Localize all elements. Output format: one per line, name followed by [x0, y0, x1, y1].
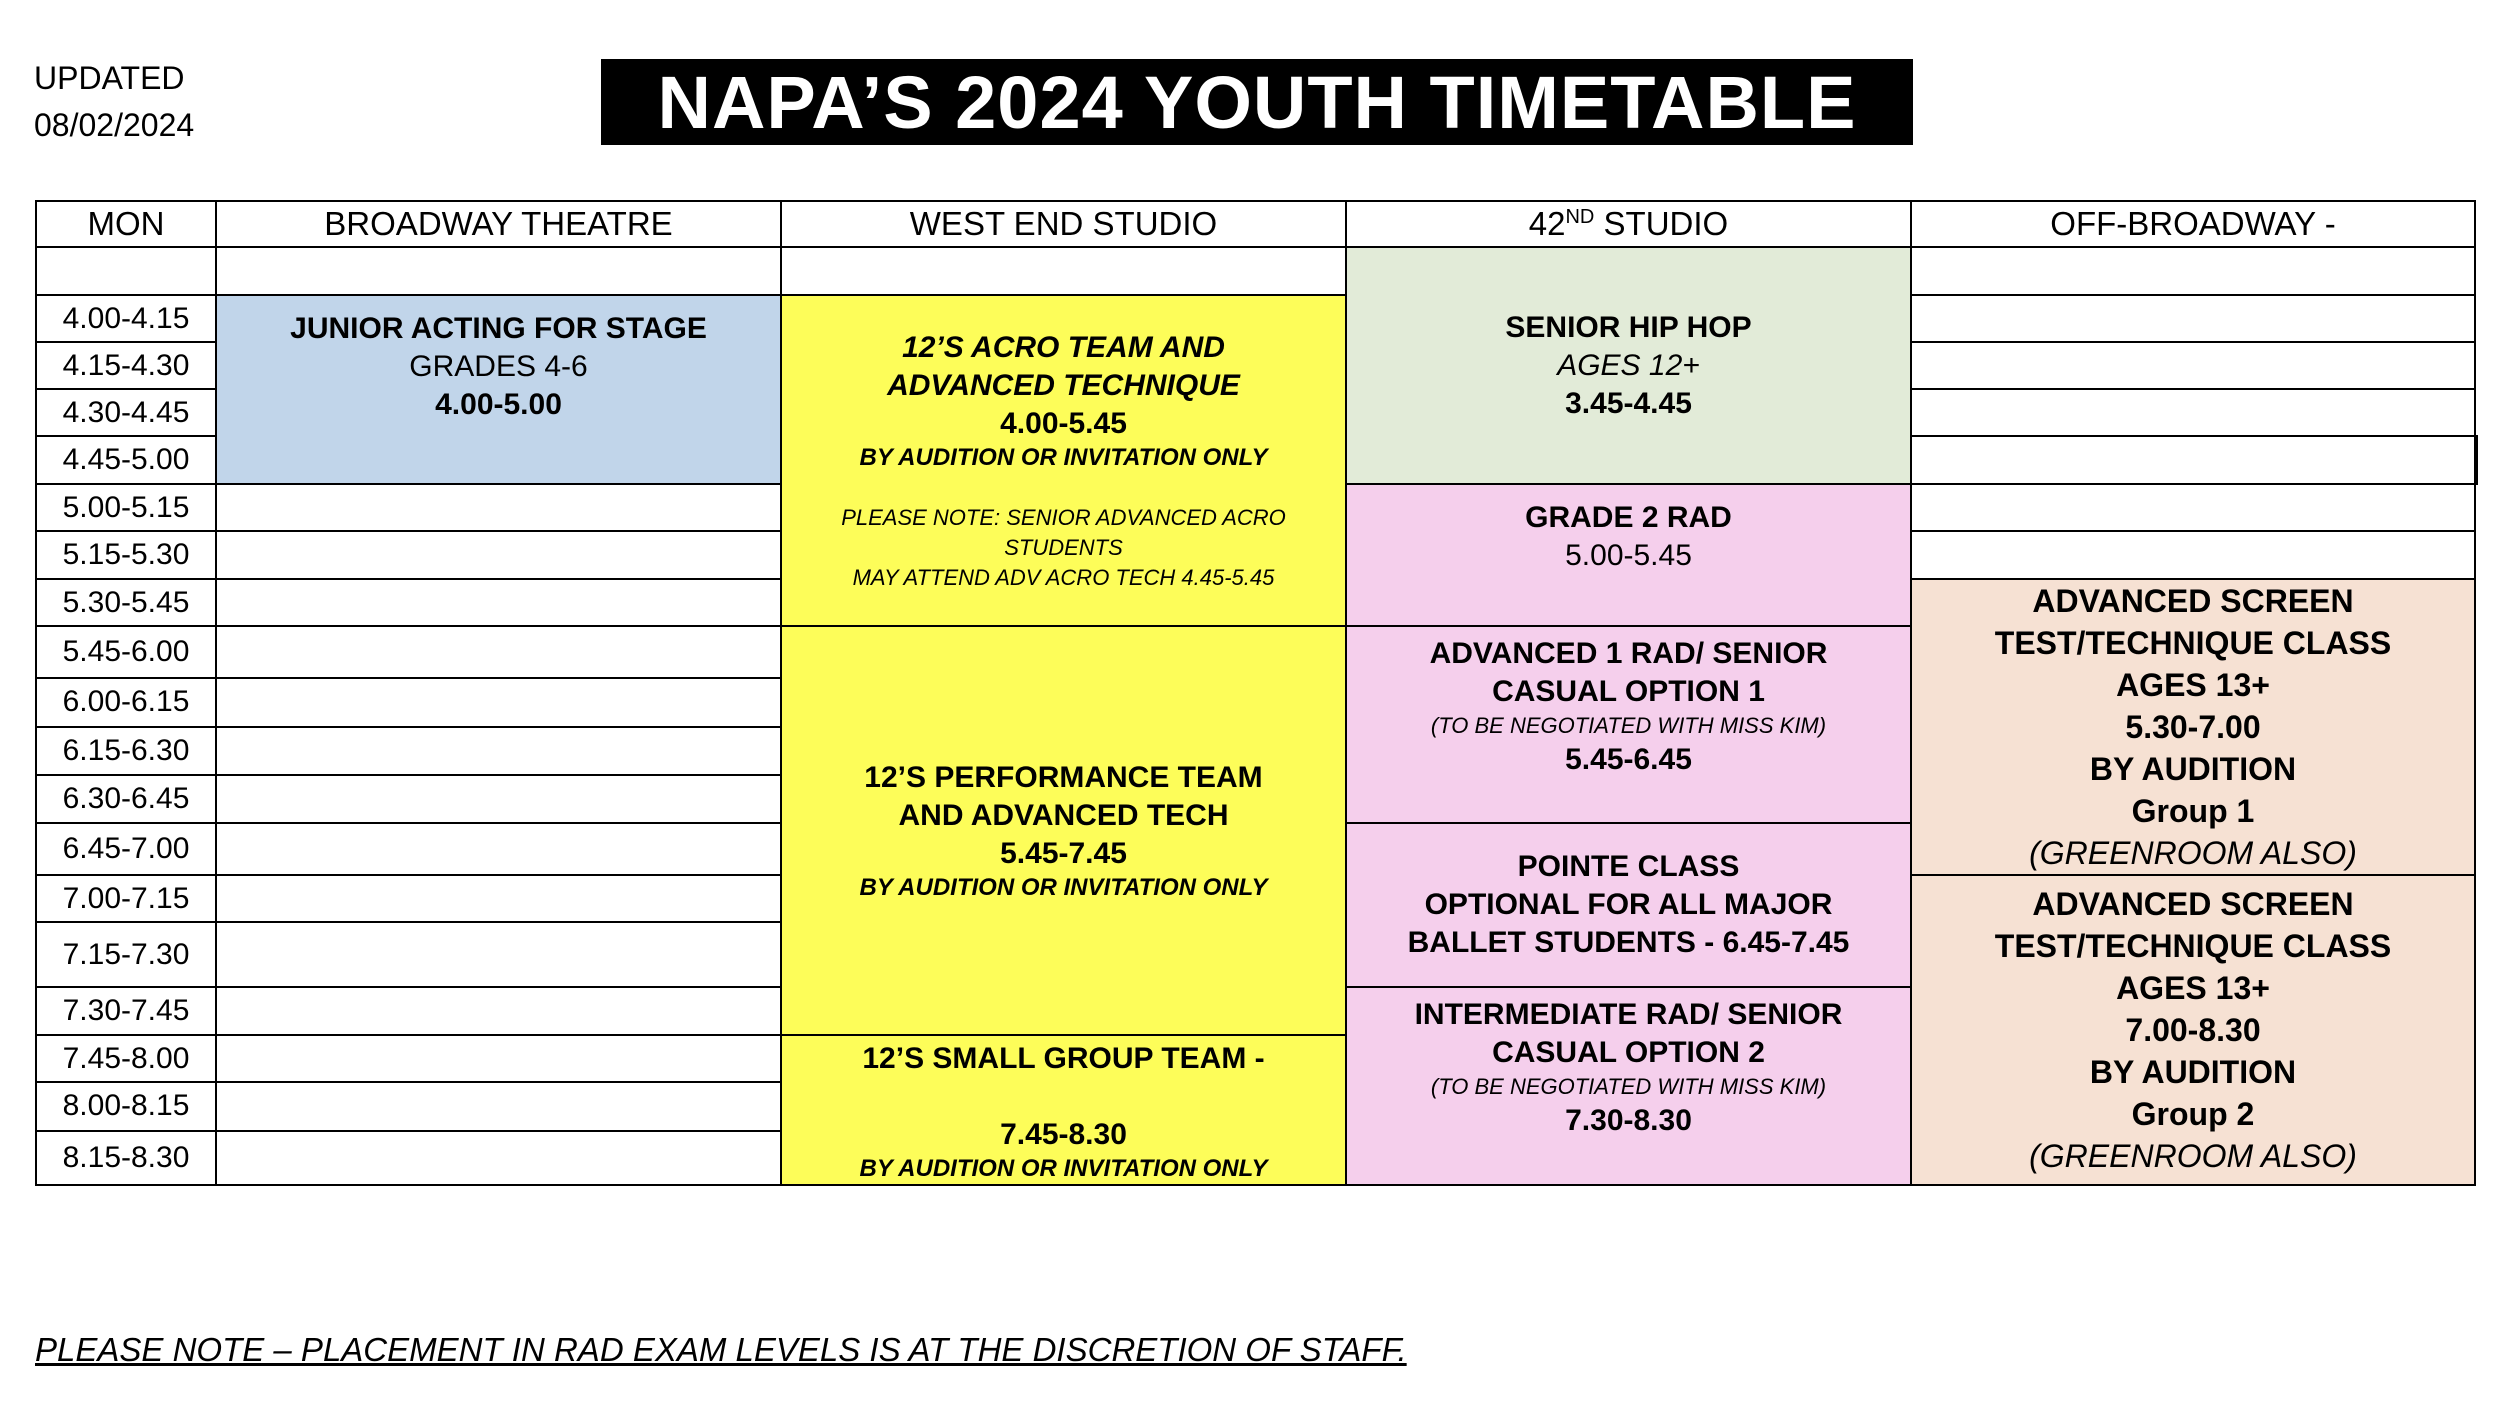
empty-cell	[1911, 342, 2475, 389]
timetable	[35, 200, 2478, 1186]
grade2-time: 5.00-5.45	[1565, 539, 1692, 572]
junior-acting-time: 4.00-5.00	[435, 388, 562, 421]
updated-label: UPDATED	[34, 60, 185, 96]
screen2-time: 7.00-8.30	[2125, 1012, 2261, 1048]
intermediate-time: 7.30-8.30	[1565, 1104, 1692, 1137]
time-label: 6.30-6.45	[36, 775, 216, 823]
empty-cell	[216, 484, 781, 531]
time-row	[36, 295, 2477, 342]
time-label: 6.45-7.00	[36, 823, 216, 876]
header-nd-sup: ND	[1565, 206, 1595, 228]
header-42-text: 42	[1528, 205, 1566, 242]
empty-cell	[781, 247, 1346, 295]
empty-cell	[216, 987, 781, 1035]
empty-cell	[216, 727, 781, 775]
small-group-name: 12’S SMALL GROUP TEAM -	[862, 1042, 1265, 1075]
screen1-entry: BY AUDITION	[2089, 751, 2297, 787]
blank-row	[36, 247, 2477, 295]
page-title: NAPA’S 2024 YOUTH TIMETABLE	[601, 59, 1913, 145]
acro-entry: BY AUDITION OR INVITATION ONLY	[859, 443, 1268, 471]
header-off-broadway: OFF-BROADWAY -	[1911, 201, 2475, 247]
performance-time: 5.45-7.45	[1000, 836, 1127, 870]
grade2-name: GRADE 2 RAD	[1525, 501, 1732, 534]
screen1-group: Group 1	[2131, 793, 2255, 829]
time-label: 8.00-8.15	[36, 1082, 216, 1130]
acro-note-line1: PLEASE NOTE: SENIOR ADVANCED ACRO STUDENTS	[841, 504, 1286, 560]
empty-cell	[216, 922, 781, 987]
time-cell-empty	[36, 247, 216, 295]
screen1-name: ADVANCED SCREEN TEST/TECHNIQUE CLASS	[1994, 583, 2392, 661]
screen2-name: ADVANCED SCREEN TEST/TECHNIQUE CLASS	[1994, 886, 2392, 964]
header-day: MON	[36, 201, 216, 247]
screen1-ages: AGES 13+	[2116, 667, 2270, 703]
time-label: 7.00-7.15	[36, 875, 216, 922]
time-label: 5.00-5.15	[36, 484, 216, 531]
screen2-entry: BY AUDITION	[2089, 1054, 2297, 1090]
class-performance-team	[781, 626, 1346, 1035]
class-junior-acting	[216, 295, 781, 484]
pointe-line2: OPTIONAL FOR ALL MAJOR BALLET STUDENTS - 6.45-7.45	[1407, 887, 1850, 959]
time-label: 7.15-7.30	[36, 922, 216, 987]
header-studio-text: STUDIO	[1594, 205, 1729, 242]
junior-acting-name: JUNIOR ACTING FOR STAGE	[290, 312, 707, 345]
empty-cell	[1911, 389, 2475, 436]
hiphop-name: SENIOR HIP HOP	[1505, 310, 1752, 344]
hiphop-ages: AGES 12+	[1557, 348, 1700, 382]
junior-acting-grades: GRADES 4-6	[409, 350, 588, 383]
screen2-ages: AGES 13+	[2116, 970, 2270, 1006]
time-label: 4.45-5.00	[36, 436, 216, 484]
empty-cell	[1911, 484, 2475, 531]
header-west-end-studio: WEST END STUDIO	[781, 201, 1346, 247]
class-senior-hip-hop	[1346, 247, 1911, 484]
time-label: 4.00-4.15	[36, 295, 216, 342]
empty-cell	[216, 626, 781, 678]
empty-cell	[216, 579, 781, 626]
time-label: 6.00-6.15	[36, 678, 216, 727]
advanced1-note: (TO BE NEGOTIATED WITH MISS KIM)	[1430, 713, 1827, 738]
time-label: 4.30-4.45	[36, 389, 216, 436]
small-group-time: 7.45-8.30	[1000, 1118, 1127, 1151]
time-label: 5.15-5.30	[36, 531, 216, 579]
class-advanced-screen-group-2	[1911, 875, 2475, 1185]
empty-cell	[216, 823, 781, 876]
class-advanced-screen-group-1	[1911, 579, 2475, 875]
updated-stamp	[34, 55, 194, 149]
hiphop-time: 3.45-4.45	[1565, 386, 1692, 420]
empty-cell	[216, 1131, 781, 1185]
empty-cell	[216, 775, 781, 823]
empty-cell	[216, 1082, 781, 1130]
empty-cell	[2475, 436, 2477, 484]
class-acro-team	[781, 295, 1346, 626]
screen1-room: (GREENROOM ALSO)	[2029, 835, 2357, 871]
acro-name: 12’S ACRO TEAM AND ADVANCED TECHNIQUE	[887, 330, 1240, 402]
empty-cell	[216, 247, 781, 295]
time-label: 4.15-4.30	[36, 342, 216, 389]
empty-cell	[1911, 247, 2475, 295]
acro-note-line2: MAY ATTEND ADV ACRO TECH 4.45-5.45	[852, 564, 1275, 590]
time-label: 8.15-8.30	[36, 1131, 216, 1185]
empty-cell	[216, 531, 781, 579]
advanced1-time: 5.45-6.45	[1565, 743, 1692, 776]
class-pointe	[1346, 823, 1911, 988]
intermediate-note: (TO BE NEGOTIATED WITH MISS KIM)	[1430, 1074, 1827, 1099]
small-group-entry: BY AUDITION OR INVITATION ONLY	[859, 1155, 1268, 1182]
intermediate-name: INTERMEDIATE RAD/ SENIOR CASUAL OPTION 2	[1414, 998, 1843, 1069]
pointe-line1: POINTE CLASS	[1517, 849, 1740, 883]
time-label: 7.30-7.45	[36, 987, 216, 1035]
empty-cell	[216, 875, 781, 922]
header-broadway-theatre: BROADWAY THEATRE	[216, 201, 781, 247]
empty-cell	[216, 1035, 781, 1082]
empty-cell	[1911, 295, 2475, 342]
screen1-time: 5.30-7.00	[2125, 709, 2261, 745]
class-small-group-team	[781, 1035, 1346, 1185]
advanced1-name: ADVANCED 1 RAD/ SENIOR CASUAL OPTION 1	[1429, 637, 1828, 708]
empty-cell	[216, 678, 781, 727]
header-row	[36, 201, 2477, 247]
updated-date: 08/02/2024	[34, 107, 195, 143]
performance-entry: BY AUDITION OR INVITATION ONLY	[859, 873, 1268, 901]
footnote: PLEASE NOTE – PLACEMENT IN RAD EXAM LEVELS IS AT THE DISCRETION OF STAFF.	[35, 1331, 1407, 1368]
header-42nd-studio	[1346, 201, 1911, 247]
empty-cell	[1911, 436, 2475, 484]
screen2-group: Group 2	[2131, 1096, 2255, 1132]
screen2-room: (GREENROOM ALSO)	[2029, 1138, 2357, 1174]
class-grade-2-rad	[1346, 484, 1911, 626]
time-label: 5.45-6.00	[36, 626, 216, 678]
performance-name: 12’S PERFORMANCE TEAM AND ADVANCED TECH	[864, 760, 1263, 832]
time-label: 5.30-5.45	[36, 579, 216, 626]
class-advanced-1-rad	[1346, 626, 1911, 823]
acro-time: 4.00-5.45	[1000, 406, 1127, 440]
class-intermediate-rad	[1346, 987, 1911, 1185]
time-label: 6.15-6.30	[36, 727, 216, 775]
empty-cell	[1911, 531, 2475, 579]
time-label: 7.45-8.00	[36, 1035, 216, 1082]
